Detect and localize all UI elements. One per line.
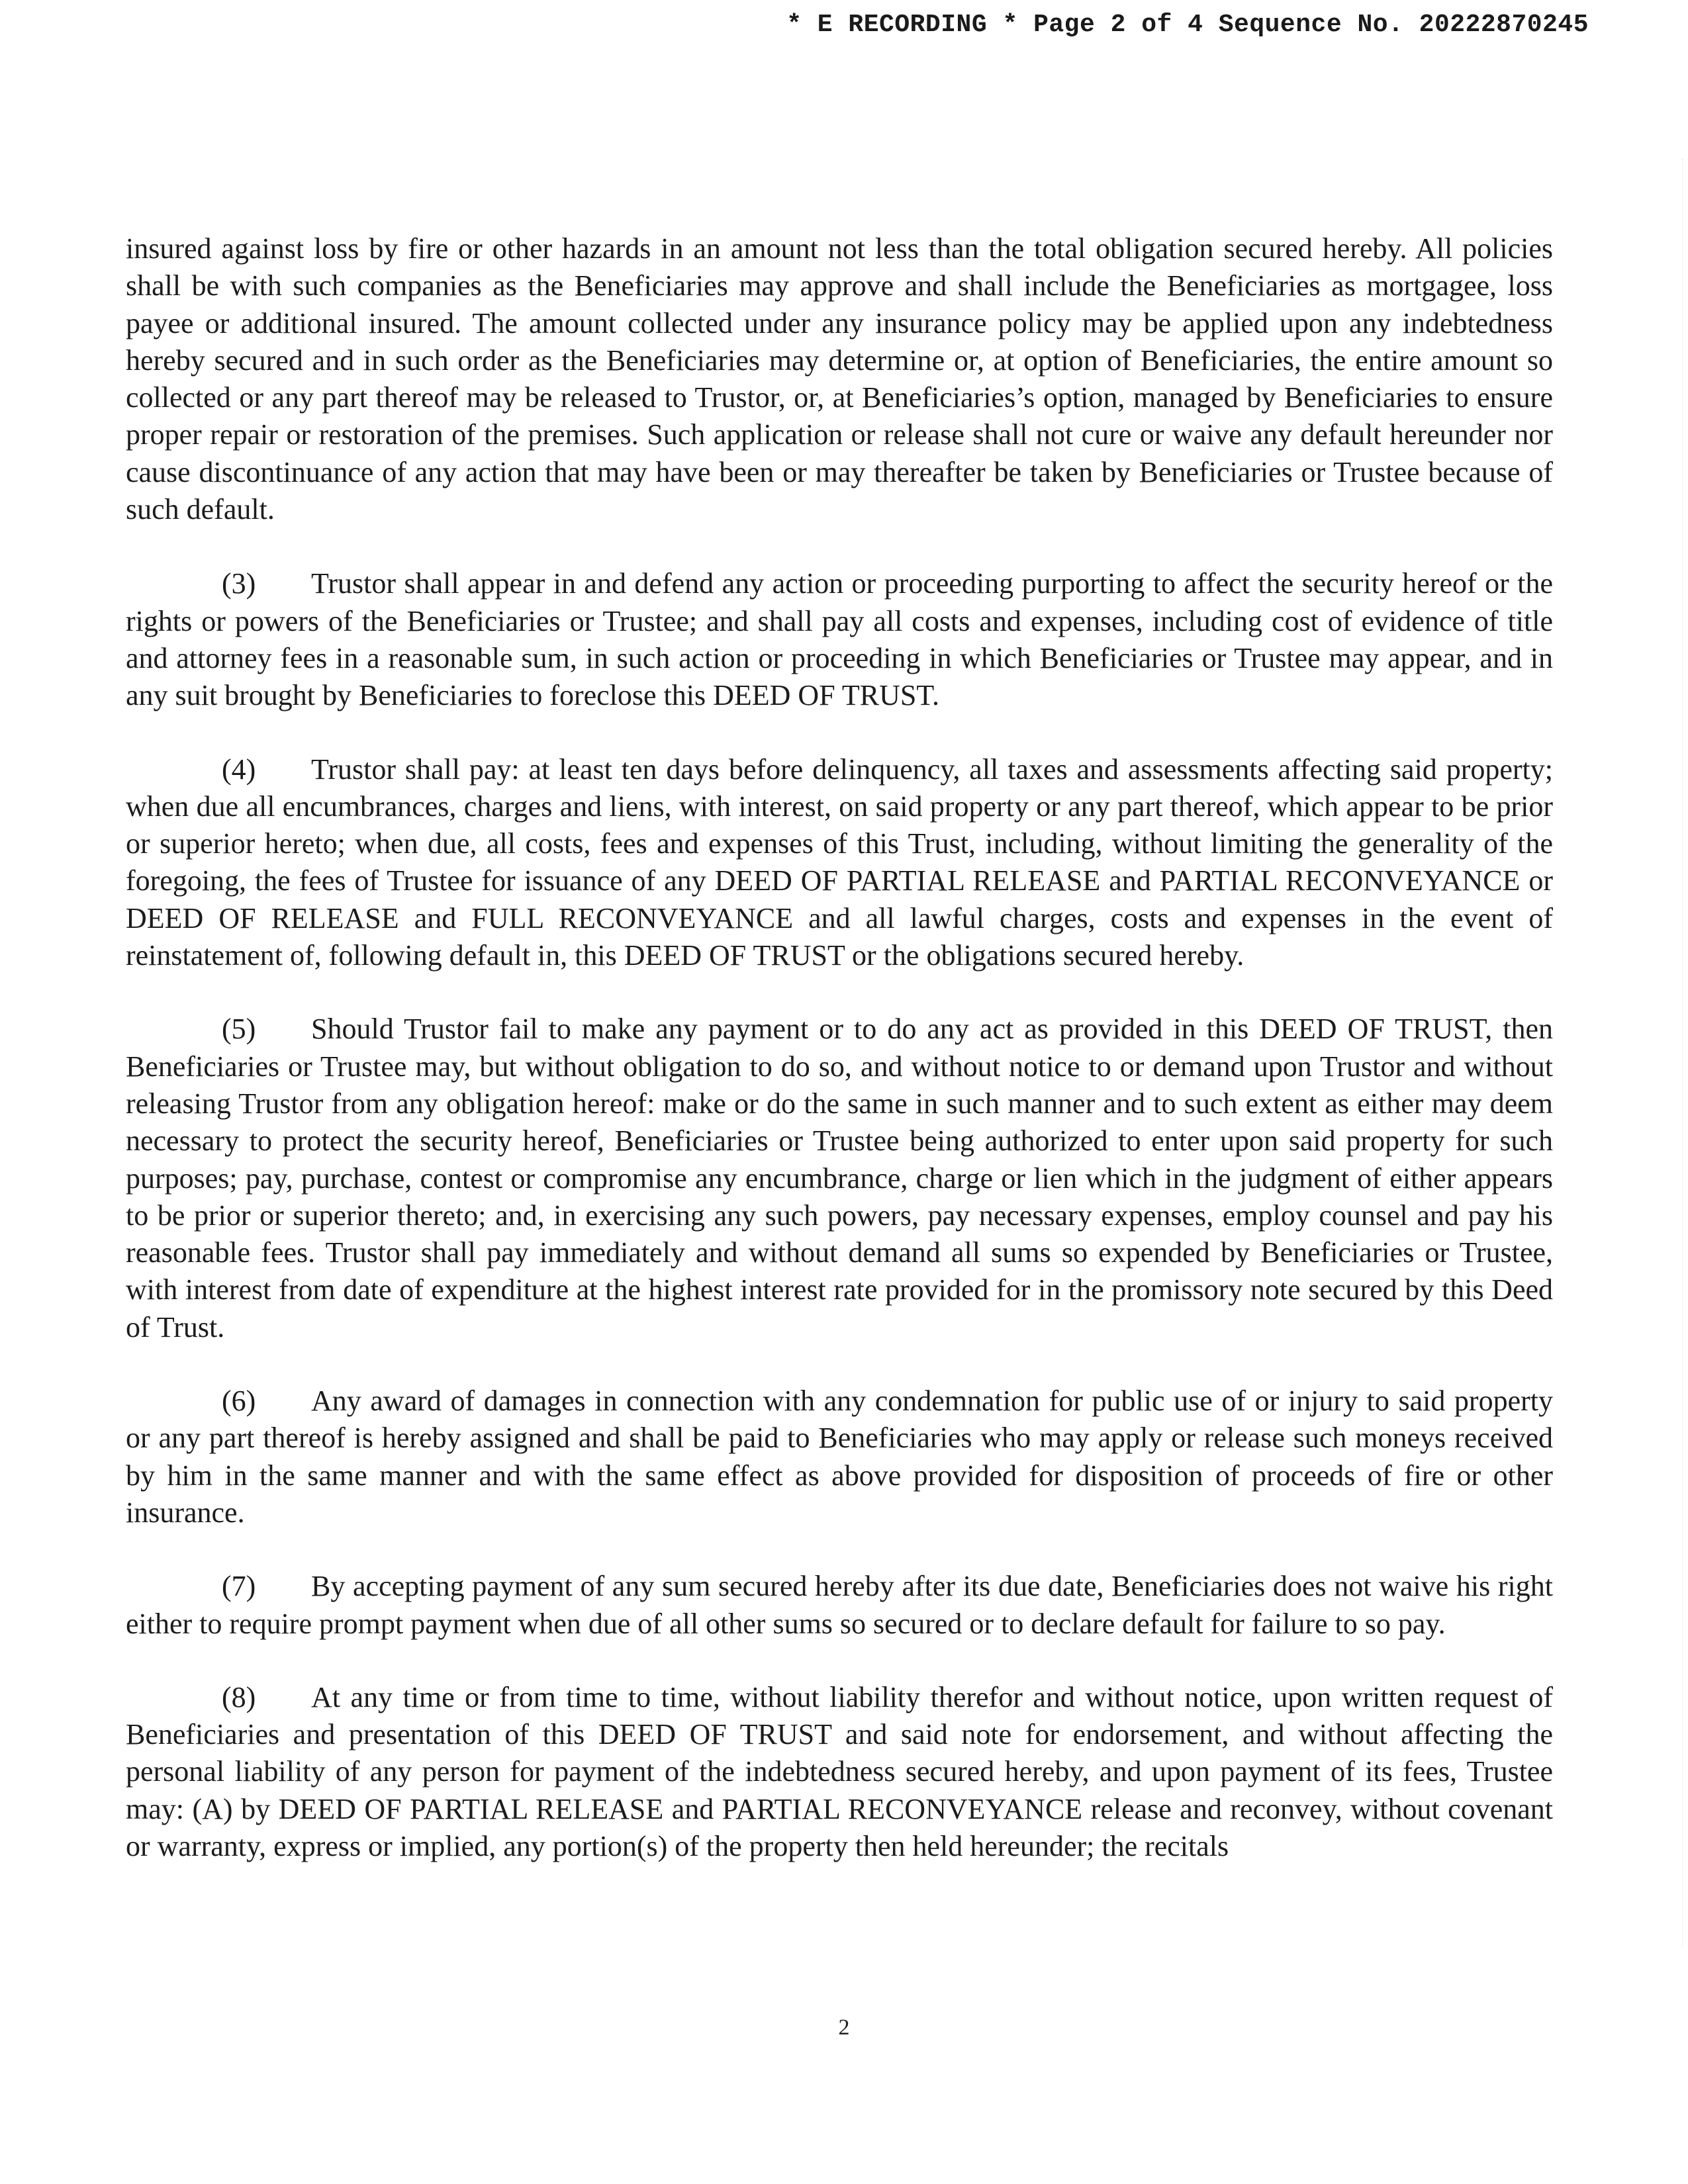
paragraph-number: (3) xyxy=(222,567,256,600)
paragraph-text: By accepting payment of any sum secured hereby after its due date, Beneficiaries does not waive his right either to require prompt payment when due of all other sums so secured or to declare default for failure to so pay. xyxy=(126,1570,1553,1640)
paragraph-text: Should Trustor fail to make any payment or to do any act as provided in this DEED OF TRUST, then Beneficiaries or Trustee may, but without obligation to do so, and without notice to or demand upon Trustor and without releasing Trustor from any obligation hereof: make or do the same in such manner and to such extent as either may deem necessary to protect the security hereof, Beneficiaries or Trustee being authorized to enter upon said property for such purposes; pay, purchase, contest or compromise any encumbrance, charge or lien which in the judgment of either appears to be prior or superior thereto; and, in exercising any such powers, pay necessary expenses, employ counsel and pay his reasonable fees. Trustor shall pay immediately and without demand all sums so expended by Beneficiaries or Trustee, with interest from date of expenditure at the highest interest rate provided for in the promissory note secured by this Deed of Trust. xyxy=(126,1013,1553,1343)
paragraph-3 xyxy=(126,565,1553,714)
paragraph-8 xyxy=(126,1679,1553,1865)
paragraph-7 xyxy=(126,1568,1553,1643)
paragraph-number: (7) xyxy=(222,1570,256,1603)
paragraph-number: (6) xyxy=(222,1385,256,1418)
scan-edge-artifact xyxy=(1678,159,1683,1946)
paragraph-number: (4) xyxy=(222,752,256,786)
paragraph-5 xyxy=(126,1011,1553,1346)
paragraph-4 xyxy=(126,751,1553,975)
paragraph-text: Trustor shall pay: at least ten days before delinquency, all taxes and assessments affecting said property; when due all encumbrances, charges and liens, with interest, on said property or any part thereof, which appear to be prior or superior hereto; when due, all costs, fees and expenses of this Trust, including, without limiting the generality of the foregoing, the fees of Trustee for issuance of any DEED OF PARTIAL RELEASE and PARTIAL RECONVEYANCE or DEED OF RELEASE and FULL RECONVEYANCE and all lawful charges, costs and expenses in the event of reinstatement of, following default in, this DEED OF TRUST or the obligations secured hereby. xyxy=(126,752,1553,972)
paragraph-6 xyxy=(126,1383,1553,1531)
paragraph-continuation xyxy=(126,230,1553,528)
paragraph-number: (5) xyxy=(222,1013,256,1046)
page-number: 2 xyxy=(838,2015,850,2040)
paragraph-text: Any award of damages in connection with any condemnation for public use of or injury to said property or any part thereof is hereby assigned and shall be paid to Beneficiaries who may apply or release such moneys received by him in the same manner and with the same effect as above provided for disposition of proceeds of fire or other insurance. xyxy=(126,1385,1553,1529)
paragraph-text: insured against loss by fire or other hazards in an amount not less than the total obligation secured hereby. All policies shall be with such companies as the Beneficiaries may approve and shall include the Beneficiaries as mortgagee, loss payee or additional insured. The amount collected under any insurance policy may be applied upon any indebtedness hereby secured and in such order as the Beneficiaries may determine or, at option of Beneficiaries, the entire amount so collected or any part thereof may be released to Trustor, or, at Beneficiaries’s option, managed by Beneficiaries to ensure proper repair or restoration of the premises. Such application or release shall not cure or waive any default hereunder nor cause discontinuance of any action that may have been or may thereafter be taken by Beneficiaries or Trustee because of such default. xyxy=(126,232,1553,526)
paragraph-text: At any time or from time to time, without liability therefor and without notice, upon written request of Beneficiaries and presentation of this DEED OF TRUST and said note for endorsement, and without affecting the personal liability of any person for payment of the indebtedness secured hereby, and upon payment of its fees, Trustee may: (A) by DEED OF PARTIAL RELEASE and PARTIAL RECONVEYANCE release and reconvey, without covenant or warranty, express or implied, any portion(s) of the property then held hereunder; the recitals xyxy=(126,1680,1553,1862)
paragraph-number: (8) xyxy=(222,1680,256,1713)
recording-header: * E RECORDING * Page 2 of 4 Sequence No. 20222870245 xyxy=(786,11,1589,39)
document-body xyxy=(126,230,1553,1901)
paragraph-text: Trustor shall appear in and defend any action or proceeding purporting to affect the security hereof or the rights or powers of the Beneficiaries or Trustee; and shall pay all costs and expenses, including cost of evidence of title and attorney fees in a reasonable sum, in such action or proceeding in which Beneficiaries or Trustee may appear, and in any suit brought by Beneficiaries to foreclose this DEED OF TRUST. xyxy=(126,567,1553,712)
